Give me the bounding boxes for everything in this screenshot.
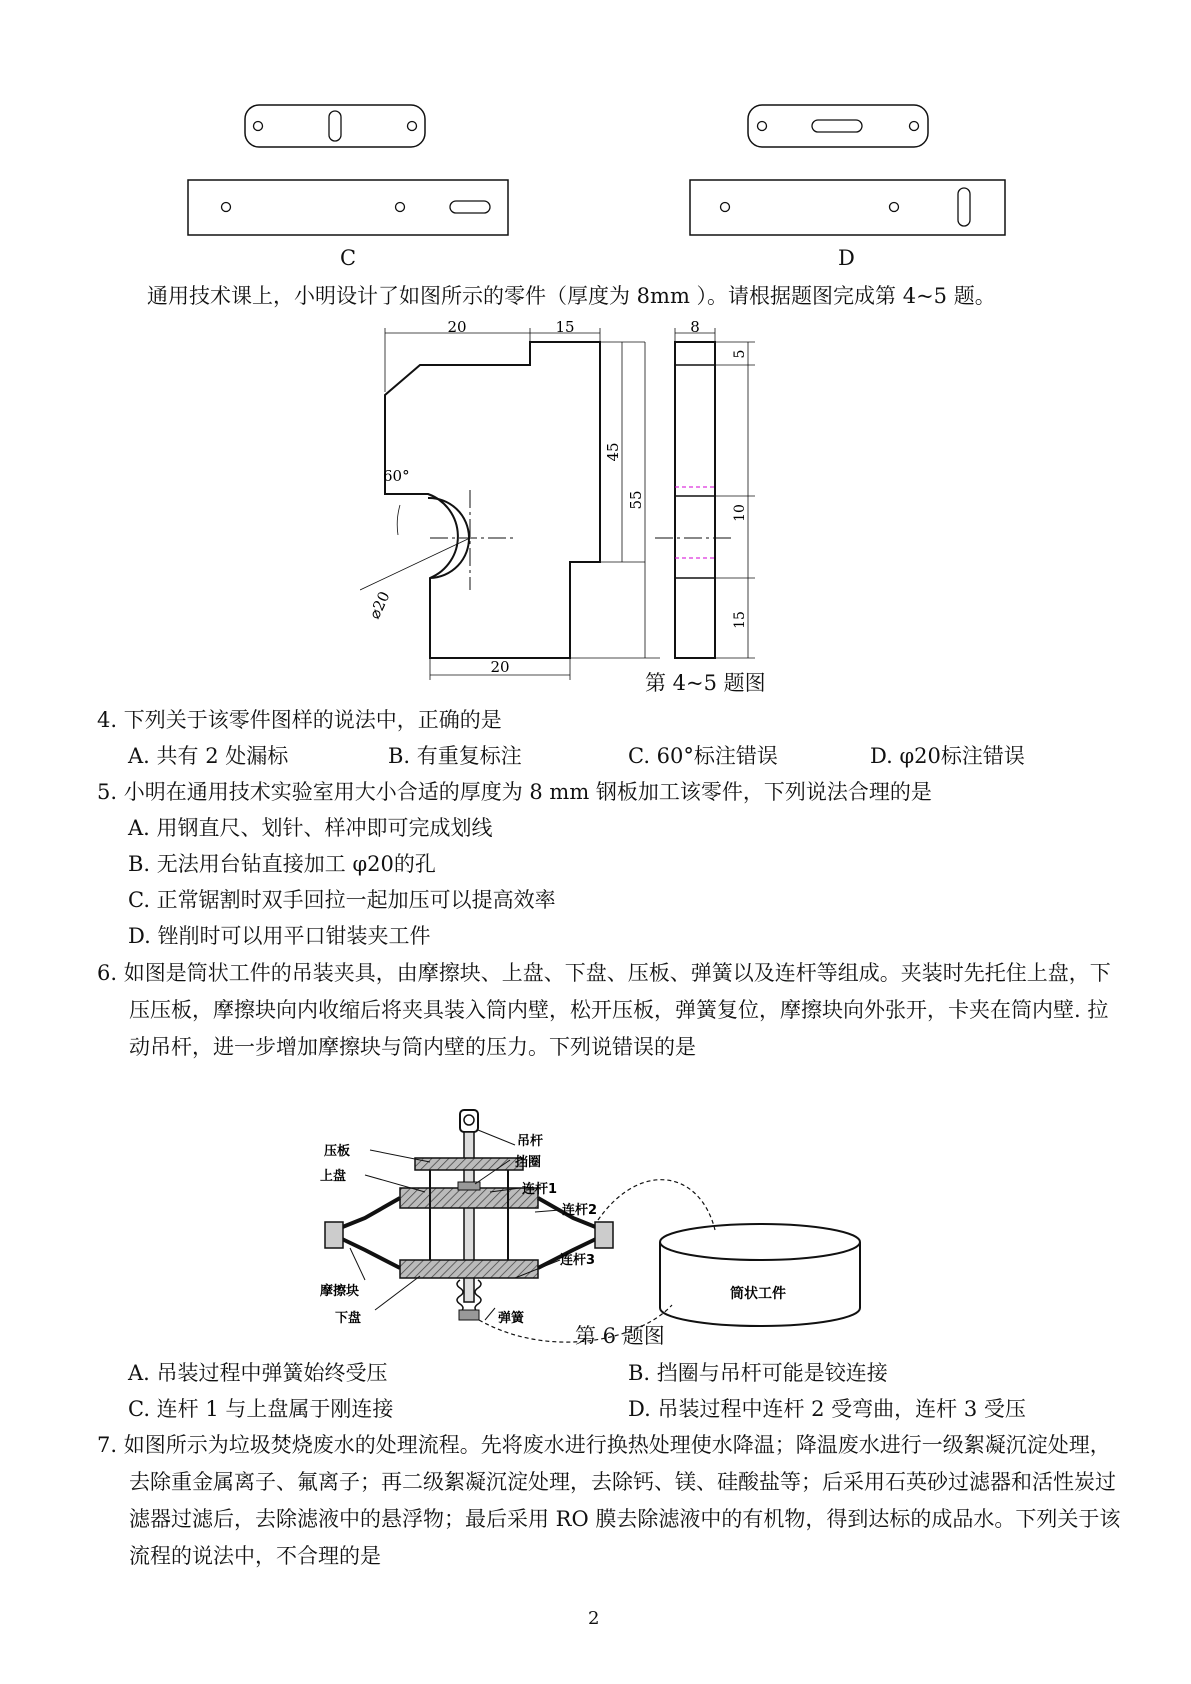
fig45-drawing bbox=[360, 320, 830, 700]
q6-option-c: C. 连杆 1 与上盘属于刚连接 bbox=[128, 1397, 394, 1421]
dim-55: 55 bbox=[627, 490, 645, 510]
q6-option-d: D. 吊装过程中连杆 2 受弯曲，连杆 3 受压 bbox=[628, 1397, 1026, 1421]
q5-option-d: D. 锉削时可以用平口钳装夹工件 bbox=[128, 924, 431, 948]
dim-top-15: 15 bbox=[555, 320, 575, 336]
dim-dia-20: ⌀20 bbox=[365, 588, 394, 622]
label-yaban: 压板 bbox=[324, 1144, 351, 1159]
q4-option-b: B. 有重复标注 bbox=[388, 744, 522, 768]
dim-top-20: 20 bbox=[447, 320, 467, 336]
q7-stem: 7. 如图所示为垃圾焚烧废水的处理流程。先将废水进行换热处理使水降温；降温废水进行一级絮凝沉淀处理，去除重金属离子、氟离子；再二级絮凝沉淀处理，去除钙、镁、硅酸盐等；后采用石英砂过滤器和活性炭过滤器过滤后，去除滤液中的悬浮物；最后采用 RO 膜去除滤液中的有机物，得到达标的成品水。下列关于该流程的说法中，不合理的是 bbox=[97, 1433, 1121, 1568]
label-liangan2: 连杆2 bbox=[562, 1203, 598, 1218]
label-diaogan: 吊杆 bbox=[517, 1134, 544, 1149]
q5-stem: 5. 小明在通用技术实验室用大小合适的厚度为 8 mm 钢板加工该零件，下列说法合理的是 bbox=[97, 780, 932, 804]
q6-option-b: B. 挡圈与吊杆可能是铰连接 bbox=[628, 1361, 888, 1385]
label-shangpan: 上盘 bbox=[320, 1169, 347, 1184]
fig45-caption: 第 4~5 题图 bbox=[645, 671, 766, 695]
dim-side-10: 10 bbox=[732, 504, 748, 522]
label-liangan3: 连杆3 bbox=[560, 1253, 596, 1268]
label-tanhuang: 弹簧 bbox=[498, 1311, 525, 1326]
intro-text: 通用技术课上，小明设计了如图所示的零件（厚度为 8mm ）。请根据题图完成第 4~5 题。 bbox=[147, 284, 996, 308]
q4-option-c: C. 60°标注错误 bbox=[628, 744, 778, 768]
dim-bottom-20: 20 bbox=[490, 658, 510, 676]
option-d-drawing bbox=[680, 95, 1020, 245]
dim-angle-60: 60° bbox=[383, 467, 410, 485]
label-liangan1: 连杆1 bbox=[522, 1182, 558, 1197]
option-d-label: D bbox=[838, 246, 855, 270]
dim-side-5: 5 bbox=[732, 349, 748, 359]
q4-stem: 4. 下列关于该零件图样的说法中，正确的是 bbox=[97, 708, 502, 732]
label-workpiece: 筒状工件 bbox=[730, 1286, 786, 1302]
dim-side-8: 8 bbox=[690, 320, 700, 336]
q4-option-d: D. φ20标注错误 bbox=[870, 744, 1025, 768]
dim-side-15: 15 bbox=[732, 611, 748, 629]
q4-option-a: A. 共有 2 处漏标 bbox=[128, 744, 289, 768]
q6-option-a: A. 吊装过程中弹簧始终受压 bbox=[128, 1361, 388, 1385]
label-xiapan: 下盘 bbox=[335, 1311, 362, 1326]
q5-option-b: B. 无法用台钻直接加工 φ20的孔 bbox=[128, 852, 436, 876]
page-number: 2 bbox=[588, 1608, 600, 1629]
fig6-drawing bbox=[320, 1100, 880, 1345]
q5-option-c: C. 正常锯割时双手回拉一起加压可以提高效率 bbox=[128, 888, 556, 912]
label-mocakuai: 摩擦块 bbox=[320, 1284, 360, 1299]
q5-option-a: A. 用钢直尺、划针、样冲即可完成划线 bbox=[128, 816, 493, 840]
q6-stem: 6. 如图是筒状工件的吊装夹具，由摩擦块、上盘、下盘、压板、弹簧以及连杆等组成。夹装时先托住上盘，下压压板，摩擦块向内收缩后将夹具装入筒内壁，松开压板，弹簧复位，摩擦块向外张开，卡夹在筒内壁. 拉动吊杆，进一步增加摩擦块与筒内壁的压力。下列说错误的是 bbox=[97, 961, 1111, 1059]
fig6-caption: 第 6 题图 bbox=[575, 1324, 665, 1348]
label-dangquan: 挡圈 bbox=[515, 1155, 542, 1170]
dim-45: 45 bbox=[604, 442, 622, 462]
option-c-drawing bbox=[180, 95, 520, 245]
option-c-label: C bbox=[340, 246, 357, 270]
